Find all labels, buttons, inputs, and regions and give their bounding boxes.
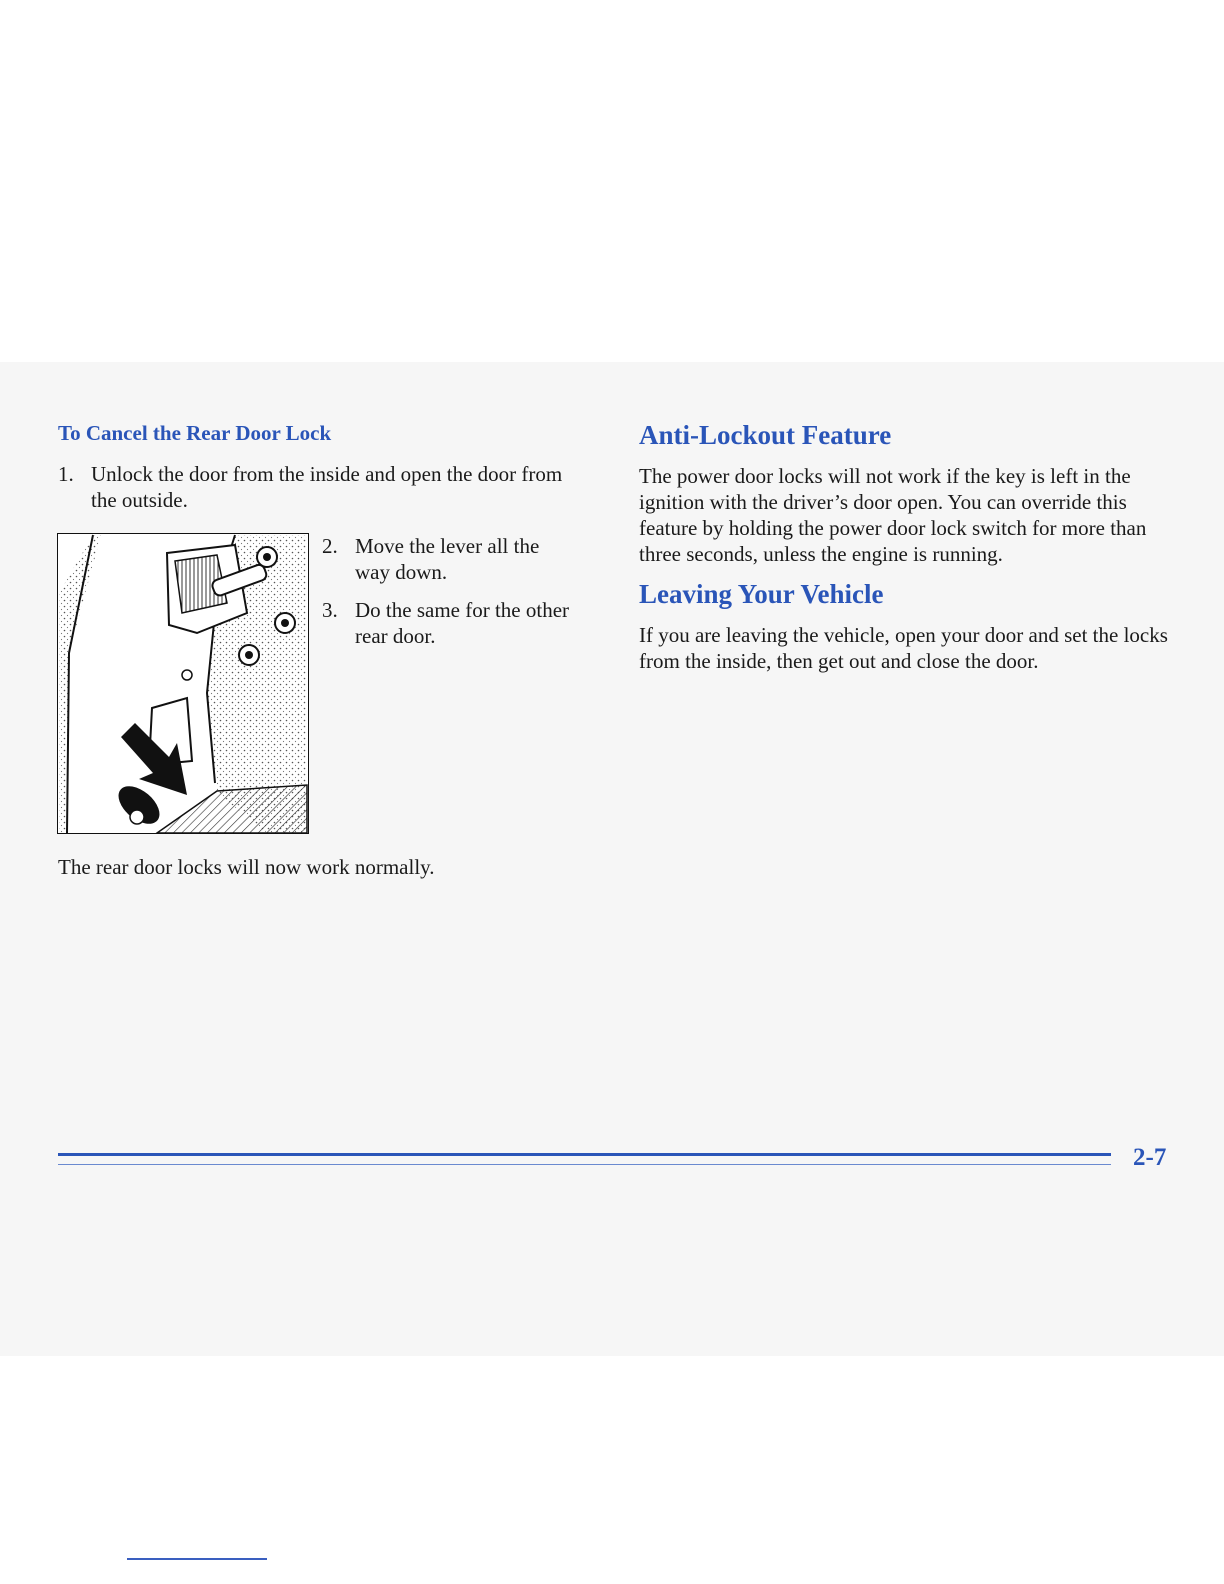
- page-number: 2-7: [1133, 1144, 1167, 1171]
- step-1: [58, 461, 578, 513]
- step-text: Unlock the door from the inside and open the door from the outside.: [91, 462, 563, 512]
- closing-note: The rear door locks will now work normally.: [58, 855, 435, 879]
- step-number: 3.: [322, 598, 338, 622]
- step-2: [322, 533, 572, 585]
- rear-door-lock-lever-illustration: [57, 533, 309, 834]
- anti-lockout-heading: Anti-Lockout Feature: [639, 420, 892, 450]
- step-3: [322, 597, 572, 649]
- anti-lockout-paragraph: The power door locks will not work if the key is left in the ignition with the driver’s door open. You can override this feature by holding the power door lock switch for more than three seconds, unless the engine is running.: [639, 464, 1147, 566]
- leaving-vehicle-paragraph: If you are leaving the vehicle, open your door and set the locks from the inside, then get out and close the door.: [639, 623, 1168, 673]
- step-text: Do the same for the other rear door.: [355, 598, 570, 648]
- step-number: 2.: [322, 534, 338, 558]
- step-number: 1.: [58, 462, 74, 486]
- bottom-line-mark: [127, 1558, 267, 1560]
- footer-rule-thin: [58, 1164, 1111, 1165]
- leaving-vehicle-heading: Leaving Your Vehicle: [639, 579, 884, 609]
- footer-rule: [58, 1153, 1111, 1156]
- rear-door-lock-subheading: To Cancel the Rear Door Lock: [58, 421, 332, 445]
- step-text: Move the lever all the way down.: [355, 534, 540, 584]
